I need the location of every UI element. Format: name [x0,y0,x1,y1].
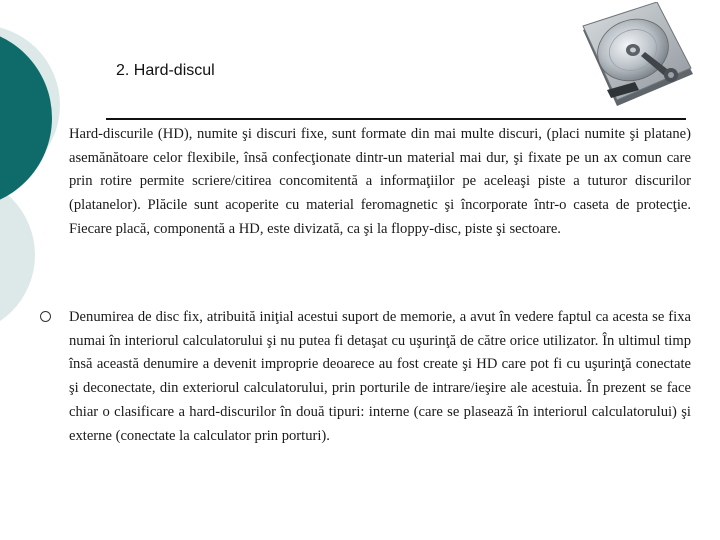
slide-title: 2. Hard-discul [116,62,215,79]
decorative-circles [0,0,120,540]
bullet-circle-icon [40,311,51,322]
paragraph-fixed-disk-naming: Denumirea de disc fix, atribuită iniţial acestui suport de memorie, a avut în vedere faptul ca acesta se fixa numai în interiorul calculatorului şi nu putea fi detaşat cu uşurinţă de către orice utilizator. În ultimul timp însă această denumire a devenit improprie deoarece au fost create şi HD care pot fi cu uşurinţă conectate şi deconectate, din exteriorul calculatorului, prin porturile de intrare/ieşire ale acestuia. În prezent se face chiar o clasificare a hard-discurilor în două tipuri: interne (care se plasează în interiorul calculatorului) şi externe (conectate la calculator prin porturi). [69,309,691,444]
hard-disk-icon [575,2,699,112]
title-divider [106,118,686,120]
paragraph-hard-disk-description: Hard-discurile (HD), numite şi discuri fixe, sunt formate din mai multe discuri, (placi numite şi platane) asemănătoare celor flexibile, însă confecţionate dintr-un material mai dur, şi fixate pe un ax comun care prin rotire permite scriere/citirea concomitentă a informaţiilor pe aceleaşi piste a tuturor discurilor (platanelor). Plăcile sunt acoperite cu material feromagnetic şi încorporate într-o caseta de protecţie. Fiecare placă, componentă a HD, este divizată, ca şi la floppy-disc, piste şi sectoare. [69,126,691,237]
